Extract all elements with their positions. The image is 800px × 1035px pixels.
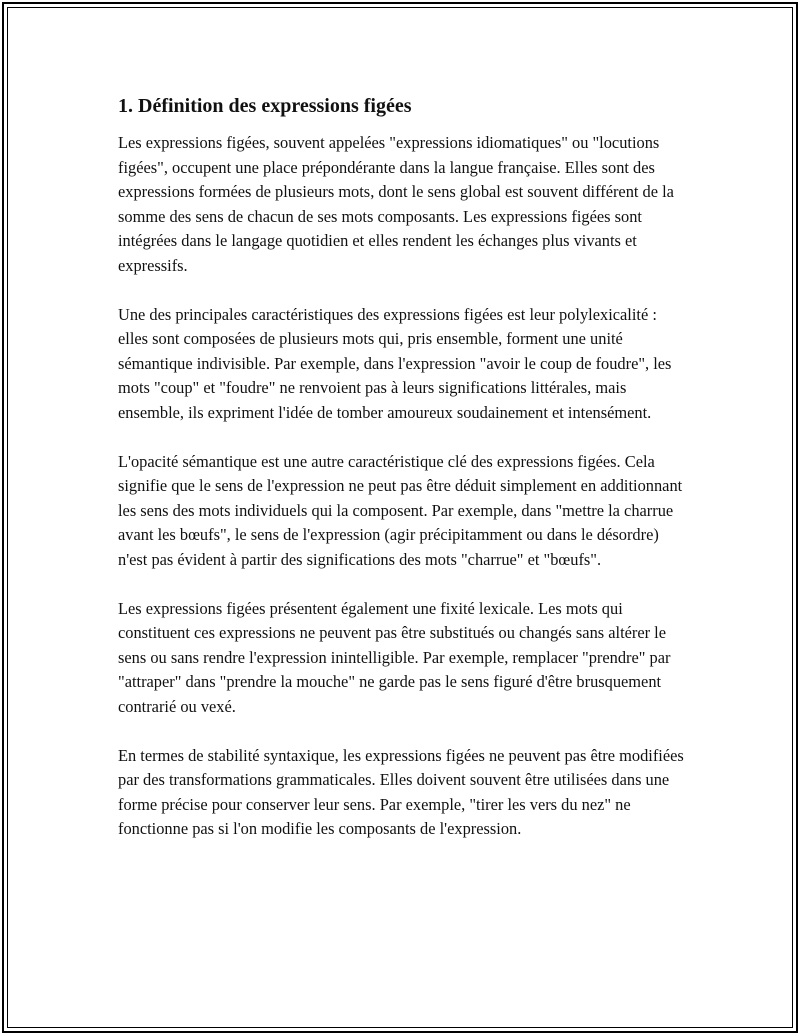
paragraph-polylexicalite: Une des principales caractéristiques des expressions figées est leur polylexicalité : elles sont composées de plusieurs mots qui, pris ensemble, forment une unité sémantique indivisible. Par exemple, dans l'expression "avoir le coup de foudre", les mots "coup" et "foudre" ne renvoient pas à leurs significations littérales, mais ensemble, ils expriment l'idée de tomber amoureux soudainement et intensément.	[118, 304, 672, 422]
paragraph-fixite-lexicale: Les expressions figées présentent également une fixité lexicale. Les mots qui constituent ces expressions ne peuvent pas être substitués ou changés sans altérer le sens ou sans rendre l'expression inintelligible. Par exemple, remplacer "prendre" par "attraper" dans "prendre la mouche" ne garde pas le sens figuré d'être brusquement contrarié ou vexé.	[118, 598, 671, 716]
paragraph-definition: Les expressions figées, souvent appelées "expressions idiomatiques" ou "locutions figées", occupent une place prépondérante dans la langue française. Elles sont des expressions formées de plusieurs mots, dont le sens global est souvent différent de la somme des sens de chacun de ses mots composants. Les expressions figées sont intégrées dans le langage quotidien et elles rendent les échanges plus vivants et expressifs.	[118, 133, 674, 275]
paragraph-stabilite-syntaxique: En termes de stabilité syntaxique, les expressions figées ne peuvent pas être modifiées par des transformations grammaticales. Elles doivent souvent être utilisées dans une forme précise pour conserver leur sens. Par exemple, "tirer les vers du nez" ne fonctionne pas si l'on modifie les composants de l'expression.	[118, 745, 684, 838]
paragraph-opacite-semantique: L'opacité sémantique est une autre caractéristique clé des expressions figées. Cela signifie que le sens de l'expression ne peut pas être déduit simplement en additionnant les sens des mots individuels qui la composent. Par exemple, dans "mettre la charrue avant les bœufs", le sens de l'expression (agir précipitamment ou dans le désordre) n'est pas évident à partir des significations des mots "charrue" et "bœufs".	[118, 451, 683, 569]
section-heading: 1. Définition des expressions figées	[118, 95, 412, 117]
document-body	[118, 92, 688, 866]
